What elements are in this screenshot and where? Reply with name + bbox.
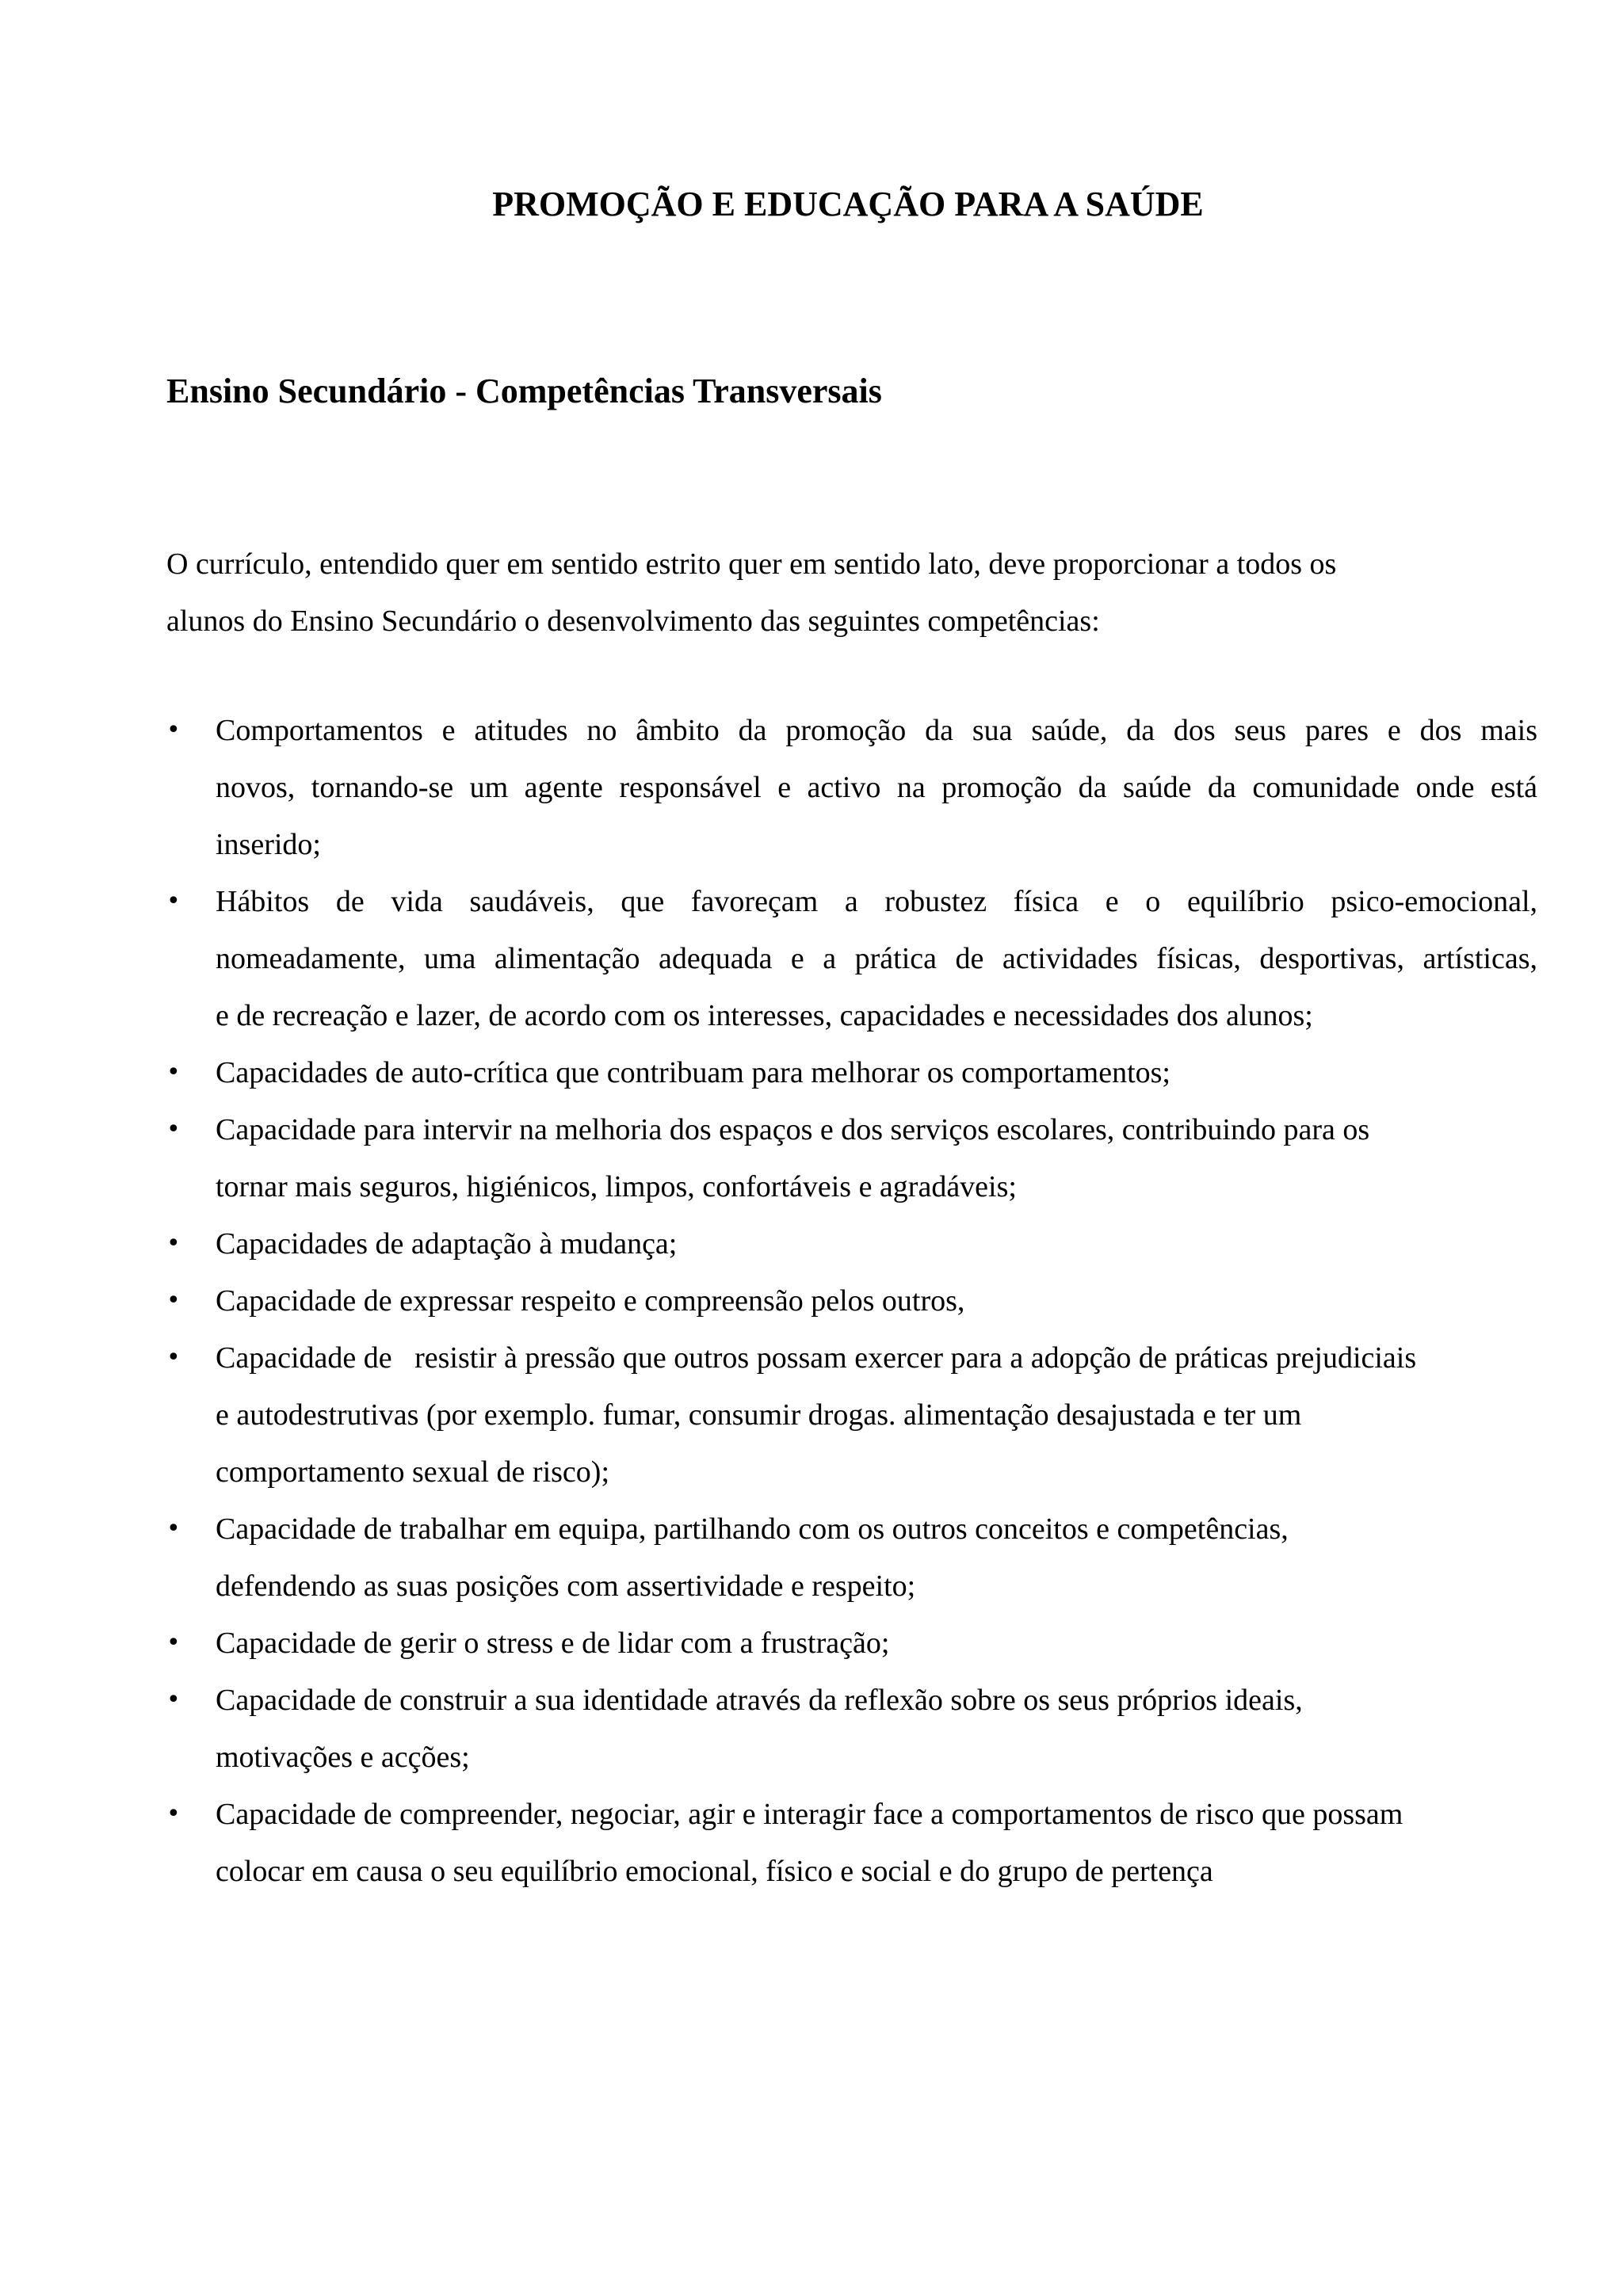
- bullet-icon: •: [166, 1800, 181, 1828]
- list-item-line: Capacidade de resistir à pressão que outros possam exercer para a adopção de práticas prejudiciais: [216, 1341, 1417, 1375]
- bullet-icon: •: [166, 1344, 181, 1371]
- list-item-line: Capacidade de trabalhar em equipa, partilhando com os outros conceitos e competências,: [216, 1512, 1289, 1546]
- list-item: [166, 1501, 1537, 1615]
- bullet-icon: •: [166, 1230, 181, 1257]
- list-item-line: comportamento sexual de risco);: [216, 1455, 610, 1489]
- list-item-line: novos, tornando-se um agente responsável e activo na promoção da saúde da comunidade onde está: [216, 771, 1537, 804]
- competencies-list: [166, 702, 1537, 1900]
- list-item-line: tornar mais seguros, higiénicos, limpos, confortáveis e agradáveis;: [216, 1170, 1017, 1203]
- list-item: [166, 1101, 1537, 1215]
- section-heading: Ensino Secundário - Competências Transversais: [166, 372, 882, 410]
- list-item-line: Capacidade de compreender, negociar, agir e interagir face a comportamentos de risco que possam: [216, 1798, 1403, 1831]
- list-item-line: Capacidade de construir a sua identidade através da reflexão sobre os seus próprios ideais,: [216, 1684, 1303, 1717]
- page-title: PROMOÇÃO E EDUCAÇÃO PARA A SAÚDE: [492, 185, 1204, 223]
- list-item-line: nomeadamente, uma alimentação adequada e a prática de actividades físicas, desportivas, artísticas,: [216, 942, 1537, 975]
- list-item-line: Comportamentos e atitudes no âmbito da promoção da sua saúde, da dos seus pares e dos mais: [216, 714, 1537, 747]
- list-item: [166, 1615, 1537, 1672]
- list-item-line: Capacidade de expressar respeito e compreensão pelos outros,: [216, 1284, 965, 1318]
- list-item: [166, 1786, 1537, 1900]
- bullet-icon: •: [166, 887, 181, 915]
- list-item-line: colocar em causa o seu equilíbrio emocional, físico e social e do grupo de pertença: [216, 1855, 1213, 1888]
- bullet-icon: •: [166, 1058, 181, 1086]
- list-item: [166, 702, 1537, 873]
- list-item-line: Capacidades de adaptação à mudança;: [216, 1227, 678, 1261]
- intro-line: alunos do Ensino Secundário o desenvolvimento das seguintes competências:: [166, 605, 1100, 638]
- list-item-line: Capacidade de gerir o stress e de lidar com a frustração;: [216, 1627, 890, 1660]
- bullet-icon: •: [166, 1116, 181, 1143]
- list-item: [166, 1044, 1537, 1101]
- list-item-line: defendendo as suas posições com assertividade e respeito;: [216, 1569, 916, 1603]
- list-item-line: e de recreação e lazer, de acordo com os interesses, capacidades e necessidades dos alunos;: [216, 999, 1313, 1032]
- list-item-line: Capacidades de auto-crítica que contribuam para melhorar os comportamentos;: [216, 1056, 1170, 1089]
- bullet-icon: •: [166, 1287, 181, 1314]
- list-item: [166, 873, 1537, 1044]
- list-item-line: Capacidade para intervir na melhoria dos espaços e dos serviços escolares, contribuindo para os: [216, 1113, 1370, 1146]
- bullet-icon: •: [166, 1629, 181, 1657]
- list-item: [166, 1272, 1537, 1329]
- list-item-line: Hábitos de vida saudáveis, que favoreçam a robustez física e o equilíbrio psico-emocional,: [216, 885, 1537, 918]
- bullet-icon: •: [166, 1515, 181, 1543]
- list-item-line: motivações e acções;: [216, 1741, 470, 1774]
- intro-paragraph: [166, 536, 1529, 650]
- list-item-line: e autodestrutivas (por exemplo. fumar, consumir drogas. alimentação desajustada e ter um: [216, 1398, 1302, 1432]
- list-item: [166, 1672, 1537, 1786]
- list-item: [166, 1215, 1537, 1272]
- intro-line: O currículo, entendido quer em sentido estrito quer em sentido lato, deve proporcionar a todos os: [166, 547, 1337, 581]
- list-item-line: inserido;: [216, 828, 321, 861]
- bullet-icon: •: [166, 716, 181, 744]
- bullet-icon: •: [166, 1686, 181, 1714]
- list-item: [166, 1329, 1537, 1501]
